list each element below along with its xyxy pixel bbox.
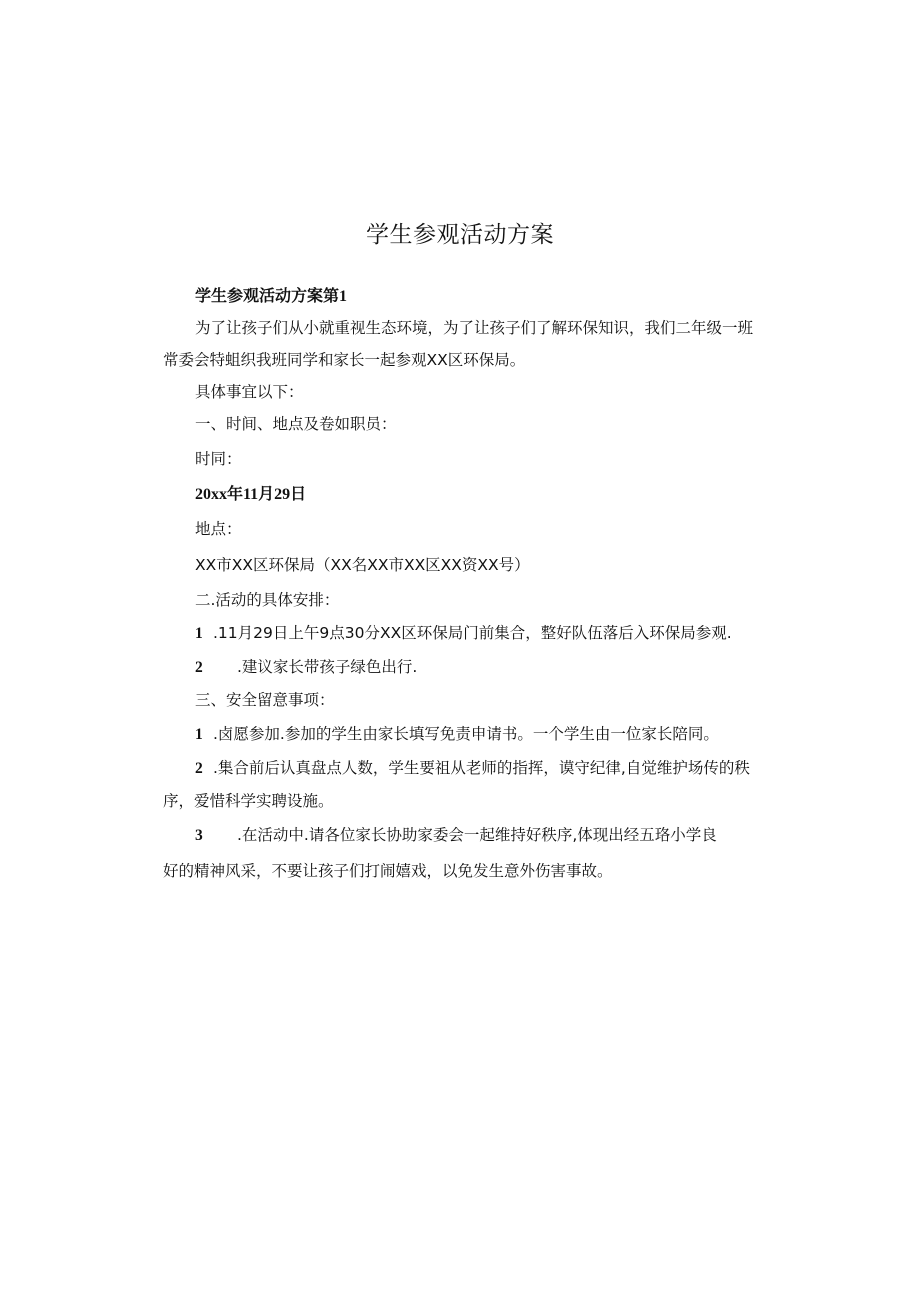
item-text: .11月29日上午9点30分XX区环保局门前集合，整好队伍落后入环保局参观. — [213, 624, 732, 642]
section-1-heading: 一、时间、地点及卷如职员： — [195, 415, 397, 433]
safety-item-2 — [195, 758, 750, 779]
address-value: XX市XX区环保局（XX名XX市XX区XX资XX号） — [195, 556, 530, 574]
safety-item-1 — [195, 724, 719, 745]
details-heading: 具体事宜以下： — [195, 383, 304, 401]
item-text: .集合前后认真盘点人数，学生要祖从老师的指挥，谟守纪律,自觉维护场传的秩 — [213, 759, 750, 777]
item-text: .卤愿参加.参加的学生由家长填写免责申请书。一个学生由一位家长陪同。 — [213, 725, 719, 743]
safety-item-3-continuation: 好的精神风采，不要让孩子们打闹嬉戏，以免发生意外伤害事故。 — [163, 862, 613, 880]
time-label: 时同： — [195, 450, 242, 468]
document-title: 学生参观活动方案 — [366, 222, 554, 248]
arrangement-item-1 — [195, 623, 732, 644]
safety-item-2-continuation: 序，爱惜科学实聘设施。 — [163, 792, 334, 810]
item-number: 1 — [195, 726, 203, 743]
date-value: 20xx年11月29日 — [195, 486, 307, 503]
item-number: 1 — [195, 625, 203, 642]
place-label: 地点： — [195, 520, 242, 538]
item-text: .在活动中.请各位家长协助家委会一起维持好秩序,体现出经五珞小学良 — [237, 826, 717, 844]
item-number: 2 — [195, 760, 203, 777]
section-3-heading: 三、安全留意事项： — [195, 691, 335, 709]
safety-item-3 — [195, 825, 717, 846]
item-number: 2 — [195, 659, 203, 676]
plan-subtitle: 学生参观活动方案第1 — [195, 288, 348, 305]
intro-paragraph-line-1: 为了让孩子们从小就重视生态环境，为了让孩子们了解环保知识，我们二年级一班 — [195, 319, 754, 337]
item-number: 3 — [195, 827, 203, 844]
intro-paragraph-line-2: 常委会特蛆织我班同学和家长一起参观XX区环保局。 — [163, 351, 526, 369]
item-text: .建议家长带孩子绿色出行. — [237, 658, 418, 676]
section-2-heading: 二.活动的具体安排： — [195, 591, 340, 609]
arrangement-item-2 — [195, 657, 417, 678]
